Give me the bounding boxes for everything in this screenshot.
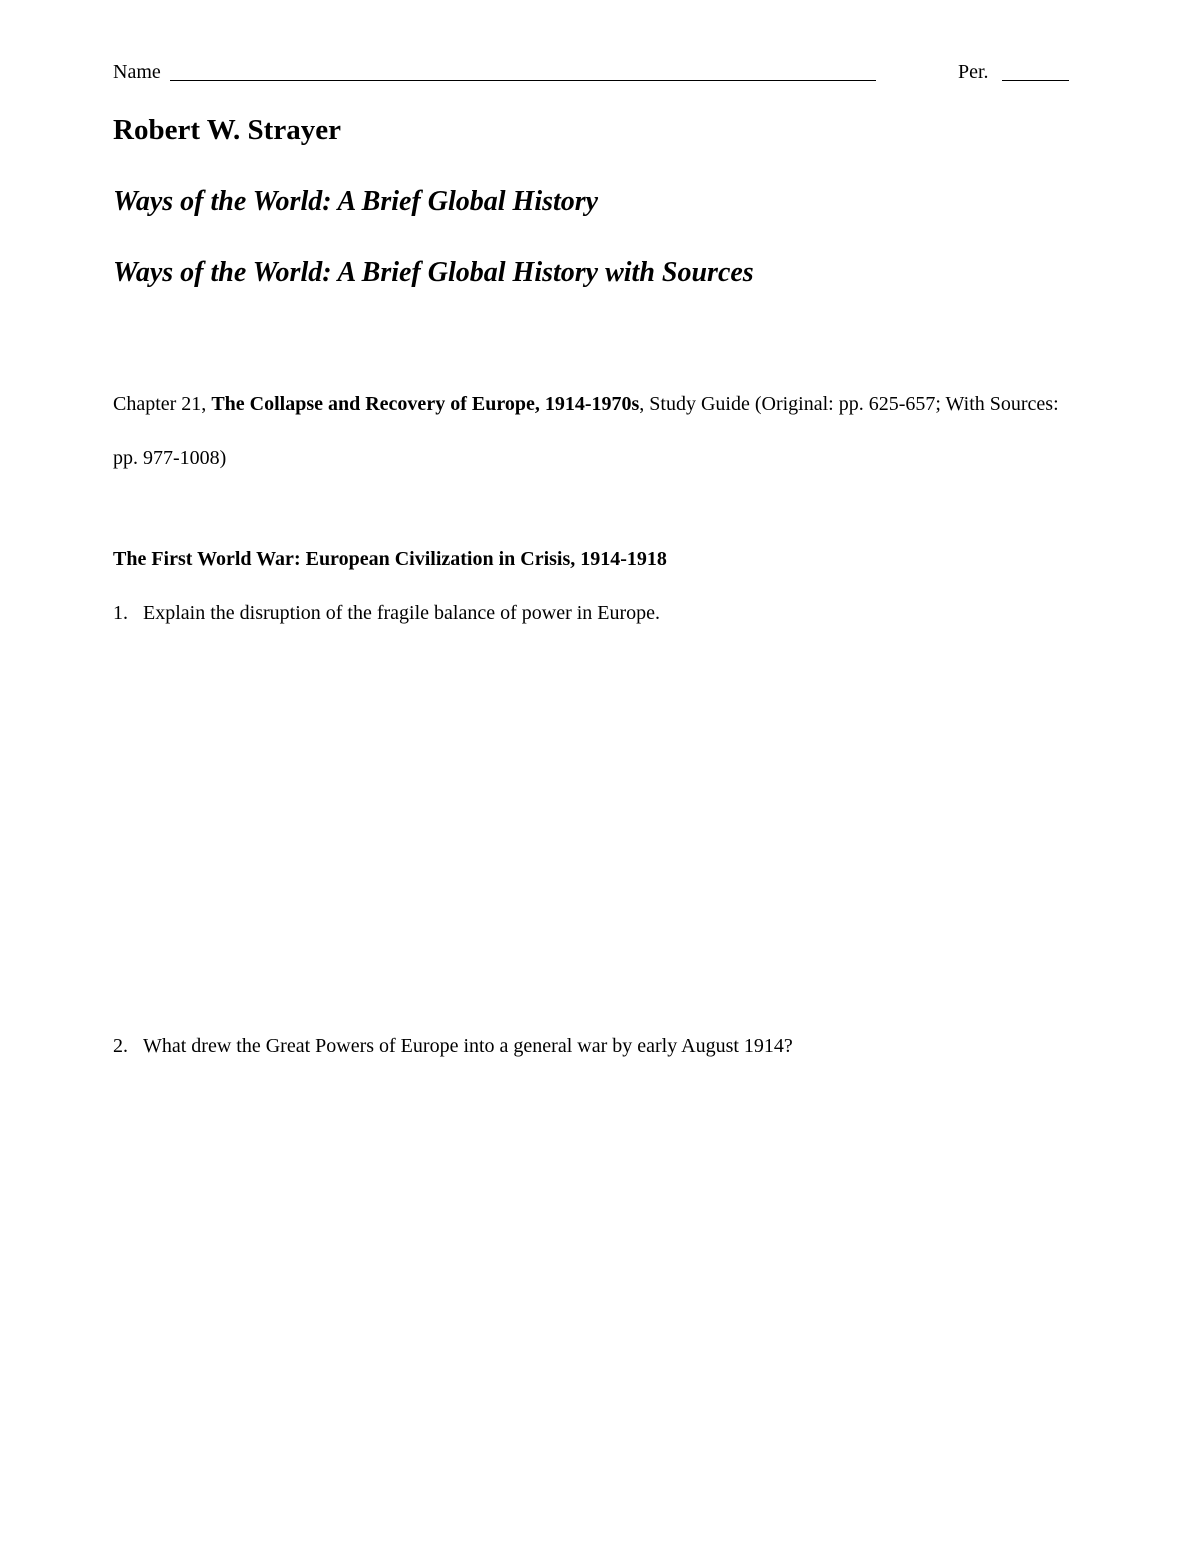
question-number: 1.: [113, 602, 128, 624]
chapter-title: The Collapse and Recovery of Europe, 1914-1970s: [211, 393, 640, 415]
book-title-with-sources: Ways of the World: A Brief Global History with Sources: [113, 257, 754, 288]
name-blank-line: [170, 80, 876, 81]
period-label: Per.: [958, 61, 989, 83]
book-title: Ways of the World: A Brief Global History: [113, 186, 599, 217]
name-label: Name: [113, 61, 161, 83]
author-name: Robert W. Strayer: [113, 114, 341, 146]
question-item: [113, 598, 660, 628]
chapter-suffix: , Study Guide (Original: pp. 625-657; With Sources: pp. 977-1008): [113, 393, 1059, 469]
period-blank-line: [1002, 80, 1069, 81]
question-number: 2.: [113, 1035, 128, 1057]
chapter-line: [113, 377, 1063, 485]
question-text: What drew the Great Powers of Europe into a general war by early August 1914?: [143, 1035, 793, 1057]
question-item: [113, 1031, 793, 1061]
student-info-row: [113, 58, 1073, 88]
chapter-prefix: Chapter 21,: [113, 393, 212, 415]
question-text: Explain the disruption of the fragile balance of power in Europe.: [143, 602, 661, 624]
section-heading: The First World War: European Civilization in Crisis, 1914-1918: [113, 548, 667, 570]
